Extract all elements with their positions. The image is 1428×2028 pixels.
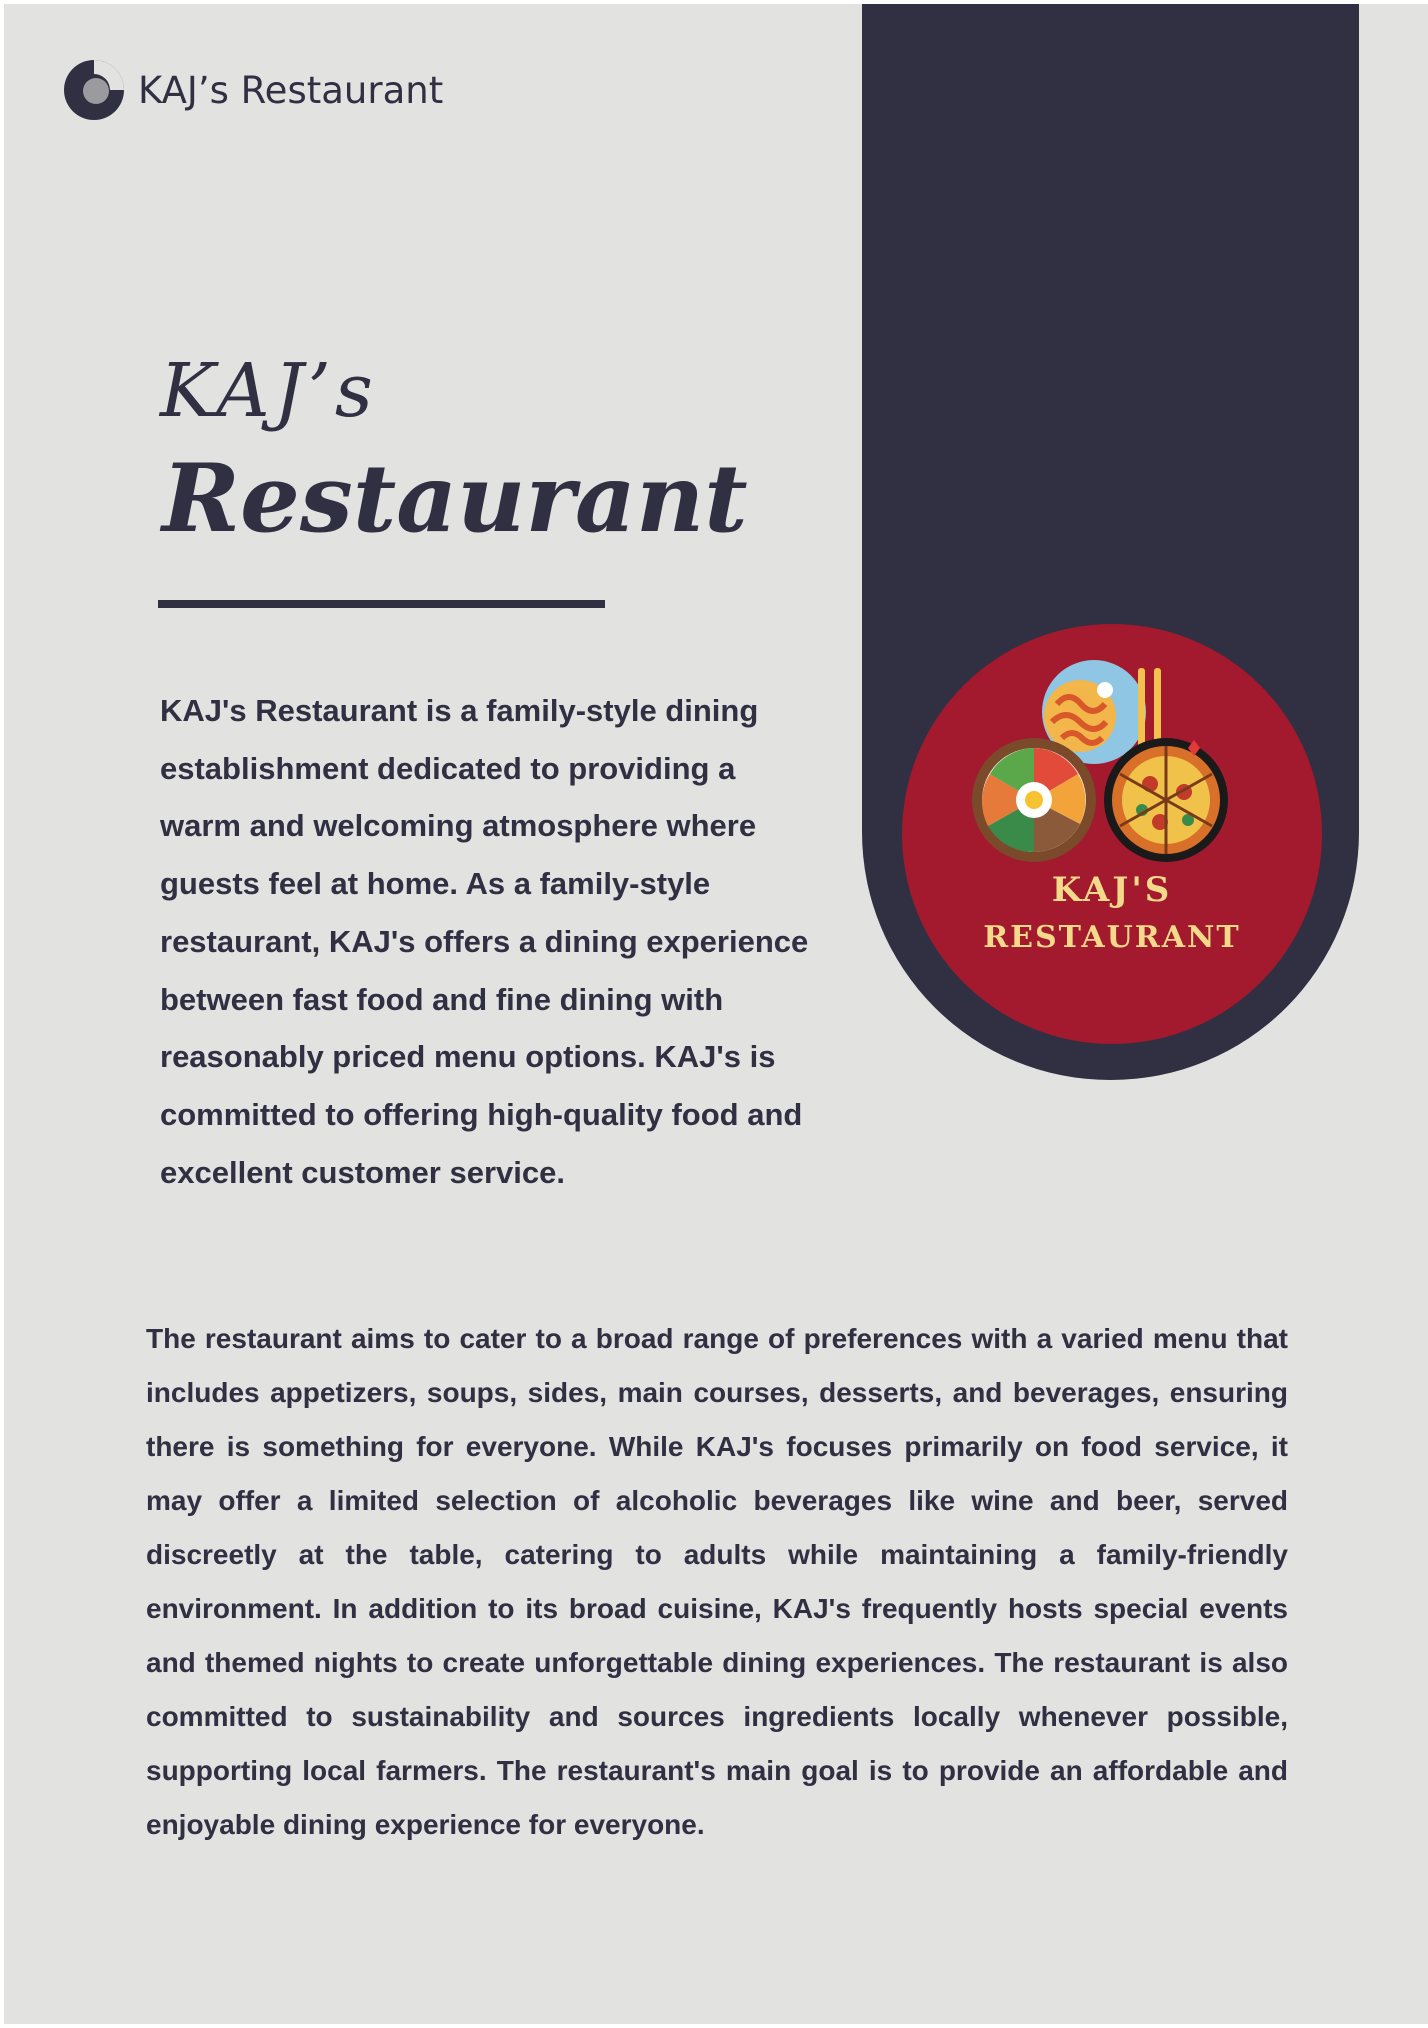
title-divider [158,600,605,608]
bibimbap-bowl-icon [972,738,1096,862]
title-line-1: KAJ’s [160,348,377,434]
title-line-2: Restaurant [162,444,748,554]
pizza-icon [1104,738,1228,862]
logo-ring-icon [62,58,126,122]
body-paragraph: The restaurant aims to cater to a broad range of preferences with a varied menu that includes appetizers, soups, sides, main courses, desserts, and beverages, ensuring there is something for everyone. While KAJ's focuses primarily on food service, it may offer a limited selection of alcoholic beverages like wine and beer, served discreetly at the table, catering to adults while maintaining a family-friendly environment. In addition to its broad cuisine, KAJ's frequently hosts special events and themed nights to create unforgettable dining experiences. The restaurant is also committed to sustainability and sources ingredients locally whenever possible, supporting local farmers. The restaurant's main goal is to provide an affordable and enjoyable dining experience for everyone. [146,1323,1288,1840]
logo-text-line-2: RESTAURANT [983,920,1241,955]
page [4,4,1428,2024]
brand-header [62,58,443,122]
brand-name: KAJ’s Restaurant [138,68,444,112]
logo-emblem [902,624,1322,1044]
restaurant-logo [902,624,1322,1044]
intro-paragraph: KAJ's Restaurant is a family-style dining establishment dedicated to providing a warm and welcoming atmosphere where guests feel at home. As a family-style restaurant, KAJ's offers a dining experience between fast food and fine dining with reasonably priced menu options. KAJ's is committed to offering high-quality food and excellent customer service. [160,693,809,1190]
logo-text-line-1: KAJ'S [1051,870,1173,910]
